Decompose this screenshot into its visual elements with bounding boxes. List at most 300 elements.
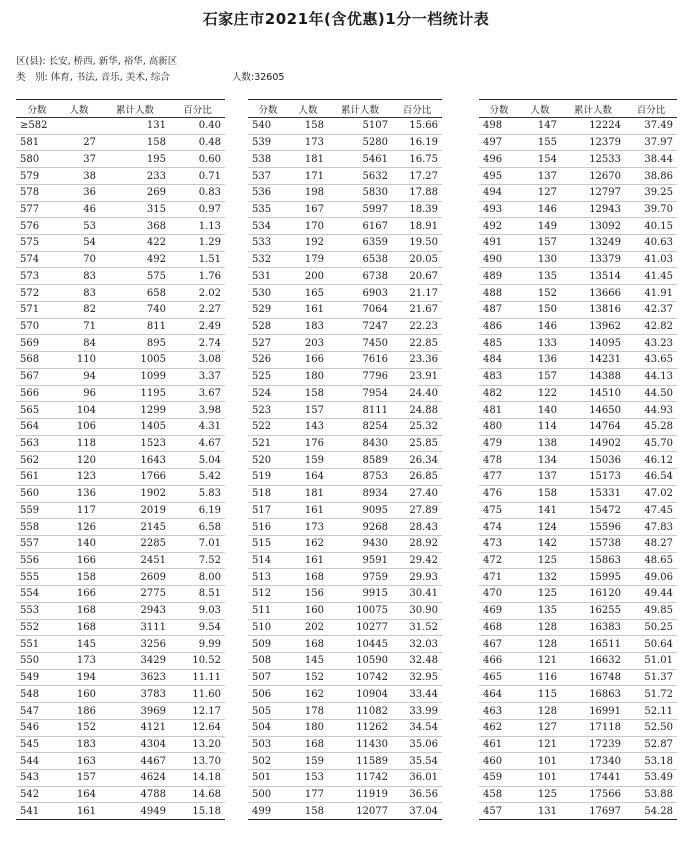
- percent-cell: 39.25: [625, 184, 677, 201]
- score-table-2: [248, 99, 442, 820]
- count-cell: 157: [288, 402, 328, 419]
- percent-cell: 49.44: [625, 586, 677, 603]
- cumulative-cell: 13962: [561, 318, 625, 335]
- count-cell: 180: [288, 719, 328, 736]
- percent-cell: 1.29: [170, 235, 225, 252]
- cumulative-cell: 3256: [100, 636, 170, 653]
- count-cell: 159: [288, 452, 328, 469]
- table-row: [16, 753, 225, 770]
- score-cell: 466: [479, 653, 519, 670]
- cumulative-cell: 7064: [328, 301, 392, 318]
- count-cell: 114: [519, 418, 561, 435]
- count-cell: 120: [58, 452, 100, 469]
- percent-cell: 41.45: [625, 268, 677, 285]
- cumulative-cell: 7616: [328, 352, 392, 369]
- percent-cell: 16.75: [392, 151, 442, 168]
- cumulative-cell: 368: [100, 218, 170, 235]
- percent-cell: 0.71: [170, 168, 225, 185]
- score-cell: 574: [16, 251, 58, 268]
- table-row: [479, 669, 677, 686]
- cumulative-cell: 2019: [100, 502, 170, 519]
- score-cell: 526: [248, 352, 288, 369]
- count-cell: 158: [288, 385, 328, 402]
- score-cell: 479: [479, 435, 519, 452]
- percent-cell: 0.83: [170, 184, 225, 201]
- score-cell: 531: [248, 268, 288, 285]
- table-row: [479, 301, 677, 318]
- table-row: [16, 151, 225, 168]
- count-cell: 168: [58, 619, 100, 636]
- cumulative-cell: 740: [100, 301, 170, 318]
- cumulative-cell: 15596: [561, 519, 625, 536]
- percent-cell: 37.49: [625, 118, 677, 135]
- score-cell: 581: [16, 134, 58, 151]
- percent-cell: 28.43: [392, 519, 442, 536]
- cumulative-cell: 11082: [328, 703, 392, 720]
- percent-cell: 43.23: [625, 335, 677, 352]
- cumulative-cell: 1902: [100, 485, 170, 502]
- count-cell: 149: [519, 218, 561, 235]
- score-cell: 490: [479, 251, 519, 268]
- percent-cell: 46.12: [625, 452, 677, 469]
- score-cell: 522: [248, 418, 288, 435]
- table-row: [479, 619, 677, 636]
- cumulative-cell: 16748: [561, 669, 625, 686]
- table-row: [479, 653, 677, 670]
- percent-cell: 12.17: [170, 703, 225, 720]
- percent-cell: 2.27: [170, 301, 225, 318]
- score-cell: 555: [16, 569, 58, 586]
- score-cell: 566: [16, 385, 58, 402]
- table-row: [16, 485, 225, 502]
- table-row: [16, 301, 225, 318]
- table-row: [248, 653, 442, 670]
- table-row: [479, 719, 677, 736]
- count-cell: 46: [58, 201, 100, 218]
- score-cell: 491: [479, 235, 519, 252]
- score-cell: 571: [16, 301, 58, 318]
- table-row: [248, 686, 442, 703]
- score-cell: 507: [248, 669, 288, 686]
- table-row: [16, 703, 225, 720]
- percent-cell: 46.54: [625, 469, 677, 486]
- score-cell: 557: [16, 535, 58, 552]
- score-cell: 465: [479, 669, 519, 686]
- percent-cell: 28.92: [392, 535, 442, 552]
- percent-cell: 25.85: [392, 435, 442, 452]
- table-row: [16, 418, 225, 435]
- table-row: [479, 552, 677, 569]
- score-cell: 499: [248, 803, 288, 820]
- count-cell: 183: [288, 318, 328, 335]
- percent-cell: 8.00: [170, 569, 225, 586]
- cumulative-cell: 10277: [328, 619, 392, 636]
- cumulative-cell: 575: [100, 268, 170, 285]
- table-row: [479, 235, 677, 252]
- score-cell: 524: [248, 385, 288, 402]
- score-cell: 497: [479, 134, 519, 151]
- count-cell: 84: [58, 335, 100, 352]
- cumulative-cell: 5632: [328, 168, 392, 185]
- header-percent: 百分比: [170, 100, 225, 118]
- table-row: [248, 485, 442, 502]
- score-cell: 510: [248, 619, 288, 636]
- count-cell: 200: [288, 268, 328, 285]
- percent-cell: 4.31: [170, 418, 225, 435]
- count-cell: 141: [519, 502, 561, 519]
- percent-cell: 42.82: [625, 318, 677, 335]
- header-cumulative: 累计人数: [100, 100, 170, 118]
- score-cell: 551: [16, 636, 58, 653]
- score-cell: 512: [248, 586, 288, 603]
- score-cell: 513: [248, 569, 288, 586]
- score-cell: 518: [248, 485, 288, 502]
- count-cell: 136: [58, 485, 100, 502]
- count-cell: 142: [519, 535, 561, 552]
- table-row: [248, 753, 442, 770]
- table-row: [16, 251, 225, 268]
- score-cell: 552: [16, 619, 58, 636]
- percent-cell: 39.70: [625, 201, 677, 218]
- cumulative-cell: 15863: [561, 552, 625, 569]
- percent-cell: 20.67: [392, 268, 442, 285]
- score-cell: 460: [479, 753, 519, 770]
- table-row: [248, 352, 442, 369]
- table-row: [479, 469, 677, 486]
- percent-cell: 49.85: [625, 602, 677, 619]
- cumulative-cell: 11919: [328, 786, 392, 803]
- table-row: [479, 435, 677, 452]
- percent-cell: 37.04: [392, 803, 442, 820]
- percent-cell: 20.05: [392, 251, 442, 268]
- cumulative-cell: 4467: [100, 753, 170, 770]
- table-row: [479, 770, 677, 787]
- table-row: [248, 602, 442, 619]
- percent-cell: 0.40: [170, 118, 225, 135]
- score-cell: 470: [479, 586, 519, 603]
- count-cell: 168: [288, 636, 328, 653]
- percent-cell: 19.50: [392, 235, 442, 252]
- percent-cell: 15.66: [392, 118, 442, 135]
- cumulative-cell: 10075: [328, 602, 392, 619]
- score-cell: 504: [248, 719, 288, 736]
- percent-cell: 51.72: [625, 686, 677, 703]
- count-cell: 117: [58, 502, 100, 519]
- percent-cell: 53.88: [625, 786, 677, 803]
- score-cell: 511: [248, 602, 288, 619]
- percent-cell: 0.60: [170, 151, 225, 168]
- score-cell: 503: [248, 736, 288, 753]
- count-cell: 161: [58, 803, 100, 820]
- count-cell: 145: [288, 653, 328, 670]
- score-cell: 542: [16, 786, 58, 803]
- cumulative-cell: 8934: [328, 485, 392, 502]
- count-cell: 164: [288, 469, 328, 486]
- score-cell: 578: [16, 184, 58, 201]
- count-cell: 178: [288, 703, 328, 720]
- table-row: [479, 502, 677, 519]
- count-cell: 202: [288, 619, 328, 636]
- percent-cell: 5.83: [170, 485, 225, 502]
- percent-cell: 2.74: [170, 335, 225, 352]
- cumulative-cell: 11589: [328, 753, 392, 770]
- percent-cell: 42.37: [625, 301, 677, 318]
- percent-cell: 29.42: [392, 552, 442, 569]
- cumulative-cell: 13816: [561, 301, 625, 318]
- cumulative-cell: 14650: [561, 402, 625, 419]
- cumulative-cell: 5830: [328, 184, 392, 201]
- percent-cell: 9.03: [170, 602, 225, 619]
- count-cell: 143: [288, 418, 328, 435]
- header-cumulative: 累计人数: [561, 100, 625, 118]
- table-row: [248, 703, 442, 720]
- percent-cell: 14.18: [170, 770, 225, 787]
- cumulative-cell: 2285: [100, 535, 170, 552]
- count-cell: 132: [519, 569, 561, 586]
- score-cell: 558: [16, 519, 58, 536]
- score-cell: 549: [16, 669, 58, 686]
- count-cell: 116: [519, 669, 561, 686]
- score-cell: 508: [248, 653, 288, 670]
- count-cell: 118: [58, 435, 100, 452]
- cumulative-cell: 4788: [100, 786, 170, 803]
- header-score: 分数: [479, 100, 519, 118]
- score-cell: 498: [479, 118, 519, 135]
- score-cell: 530: [248, 285, 288, 302]
- score-cell: 509: [248, 636, 288, 653]
- percent-cell: 3.37: [170, 368, 225, 385]
- count-cell: 158: [288, 118, 328, 135]
- percent-cell: 47.83: [625, 519, 677, 536]
- document-title: 石家庄市2021年(含优惠)1分一档统计表: [202, 10, 490, 28]
- table-row: [479, 385, 677, 402]
- table-row: [16, 452, 225, 469]
- table-row: [248, 719, 442, 736]
- table-row: [16, 535, 225, 552]
- score-cell: 553: [16, 602, 58, 619]
- score-cell: 577: [16, 201, 58, 218]
- table-row: [248, 418, 442, 435]
- percent-cell: 51.37: [625, 669, 677, 686]
- cumulative-cell: 1099: [100, 368, 170, 385]
- percent-cell: 21.17: [392, 285, 442, 302]
- count-cell: 140: [58, 535, 100, 552]
- table-row: [479, 686, 677, 703]
- cumulative-cell: 13379: [561, 251, 625, 268]
- count-cell: 146: [519, 201, 561, 218]
- score-cell: 568: [16, 352, 58, 369]
- cumulative-cell: 10445: [328, 636, 392, 653]
- percent-cell: 31.52: [392, 619, 442, 636]
- cumulative-cell: 15036: [561, 452, 625, 469]
- score-cell: 477: [479, 469, 519, 486]
- table-row: [16, 118, 225, 135]
- cumulative-cell: 10590: [328, 653, 392, 670]
- count-cell: 158: [58, 569, 100, 586]
- percent-cell: 22.85: [392, 335, 442, 352]
- percent-cell: 15.18: [170, 803, 225, 820]
- percent-cell: 32.03: [392, 636, 442, 653]
- cumulative-cell: 13666: [561, 285, 625, 302]
- cumulative-cell: 1523: [100, 435, 170, 452]
- category-line: [16, 69, 285, 83]
- percent-cell: 17.88: [392, 184, 442, 201]
- count-cell: 173: [288, 519, 328, 536]
- score-cell: 533: [248, 235, 288, 252]
- table-row: [248, 636, 442, 653]
- table-row: [16, 502, 225, 519]
- cumulative-cell: 16991: [561, 703, 625, 720]
- score-cell: 546: [16, 719, 58, 736]
- percent-cell: 14.68: [170, 786, 225, 803]
- percent-cell: 1.13: [170, 218, 225, 235]
- table-row: [16, 619, 225, 636]
- table-row: [479, 535, 677, 552]
- score-cell: 495: [479, 168, 519, 185]
- percent-cell: 10.52: [170, 653, 225, 670]
- score-cell: 572: [16, 285, 58, 302]
- count-cell: 152: [519, 285, 561, 302]
- count-cell: 131: [519, 803, 561, 820]
- cumulative-cell: 11742: [328, 770, 392, 787]
- percent-cell: 44.13: [625, 368, 677, 385]
- count-cell: 179: [288, 251, 328, 268]
- count-cell: 161: [288, 301, 328, 318]
- percent-cell: 35.54: [392, 753, 442, 770]
- percent-cell: 2.02: [170, 285, 225, 302]
- table-row: [248, 268, 442, 285]
- percent-cell: 16.19: [392, 134, 442, 151]
- header-score: 分数: [248, 100, 288, 118]
- count-cell: 130: [519, 251, 561, 268]
- table-row: [479, 168, 677, 185]
- count-cell: 155: [519, 134, 561, 151]
- percent-cell: 0.97: [170, 201, 225, 218]
- cumulative-cell: 12943: [561, 201, 625, 218]
- table-row: [16, 285, 225, 302]
- count-cell: 157: [519, 235, 561, 252]
- percent-cell: 41.03: [625, 251, 677, 268]
- percent-cell: 9.99: [170, 636, 225, 653]
- cumulative-cell: 158: [100, 134, 170, 151]
- score-cell: 569: [16, 335, 58, 352]
- percent-cell: 23.36: [392, 352, 442, 369]
- score-cell: 496: [479, 151, 519, 168]
- percent-cell: 25.32: [392, 418, 442, 435]
- percent-cell: 45.70: [625, 435, 677, 452]
- score-cell: 517: [248, 502, 288, 519]
- cumulative-cell: 5461: [328, 151, 392, 168]
- score-cell: 575: [16, 235, 58, 252]
- cumulative-cell: 10904: [328, 686, 392, 703]
- count-cell: 176: [288, 435, 328, 452]
- table-row: [479, 251, 677, 268]
- score-cell: 458: [479, 786, 519, 803]
- count-cell: 156: [288, 586, 328, 603]
- cumulative-cell: 5997: [328, 201, 392, 218]
- count-cell: 122: [519, 385, 561, 402]
- count-cell: 54: [58, 235, 100, 252]
- score-cell: 476: [479, 485, 519, 502]
- cumulative-cell: 14095: [561, 335, 625, 352]
- score-cell: 501: [248, 770, 288, 787]
- percent-cell: 13.70: [170, 753, 225, 770]
- count-cell: 135: [519, 268, 561, 285]
- count-cell: 166: [288, 352, 328, 369]
- table-row: [248, 736, 442, 753]
- district-line: 区(县): 长安, 桥西, 新华, 裕华, 高新区: [16, 56, 178, 67]
- percent-cell: 26.34: [392, 452, 442, 469]
- score-cell: 474: [479, 519, 519, 536]
- table-row: [248, 201, 442, 218]
- count-cell: 167: [288, 201, 328, 218]
- percent-cell: 12.64: [170, 719, 225, 736]
- cumulative-cell: 9759: [328, 569, 392, 586]
- count-cell: 180: [288, 368, 328, 385]
- score-cell: 459: [479, 770, 519, 787]
- table-row: [16, 335, 225, 352]
- score-cell: 515: [248, 535, 288, 552]
- score-cell: 573: [16, 268, 58, 285]
- score-cell: 484: [479, 352, 519, 369]
- score-cell: 488: [479, 285, 519, 302]
- table-row: [16, 134, 225, 151]
- cumulative-cell: 13249: [561, 235, 625, 252]
- count-cell: 181: [288, 151, 328, 168]
- table-row: [479, 218, 677, 235]
- percent-cell: 34.54: [392, 719, 442, 736]
- percent-cell: 24.40: [392, 385, 442, 402]
- score-cell: 564: [16, 418, 58, 435]
- count-cell: 147: [519, 118, 561, 135]
- score-cell: 506: [248, 686, 288, 703]
- score-cell: 576: [16, 218, 58, 235]
- table-row: [16, 786, 225, 803]
- count-cell: 162: [288, 686, 328, 703]
- cumulative-cell: 131: [100, 118, 170, 135]
- count-cell: 127: [519, 184, 561, 201]
- score-table-3: [479, 99, 677, 820]
- count-cell: 38: [58, 168, 100, 185]
- percent-cell: 26.85: [392, 469, 442, 486]
- cumulative-cell: 13092: [561, 218, 625, 235]
- table-row: [248, 301, 442, 318]
- score-cell: 527: [248, 335, 288, 352]
- percent-cell: 32.95: [392, 669, 442, 686]
- percent-cell: 52.87: [625, 736, 677, 753]
- cumulative-cell: 2145: [100, 519, 170, 536]
- count-cell: 168: [288, 736, 328, 753]
- score-cell: 539: [248, 134, 288, 151]
- count-cell: 70: [58, 251, 100, 268]
- count-cell: 136: [519, 352, 561, 369]
- count-cell: 135: [519, 602, 561, 619]
- score-cell: 541: [16, 803, 58, 820]
- table-row: [16, 636, 225, 653]
- cumulative-cell: 1643: [100, 452, 170, 469]
- cumulative-cell: 1299: [100, 402, 170, 419]
- table-row: [479, 285, 677, 302]
- percent-cell: 9.54: [170, 619, 225, 636]
- count-cell: 159: [288, 753, 328, 770]
- table-row: [479, 335, 677, 352]
- table-row: [248, 402, 442, 419]
- table-row: [248, 502, 442, 519]
- table-row: [16, 736, 225, 753]
- score-cell: 467: [479, 636, 519, 653]
- count-cell: [58, 118, 100, 135]
- header-count: 人数: [58, 100, 100, 118]
